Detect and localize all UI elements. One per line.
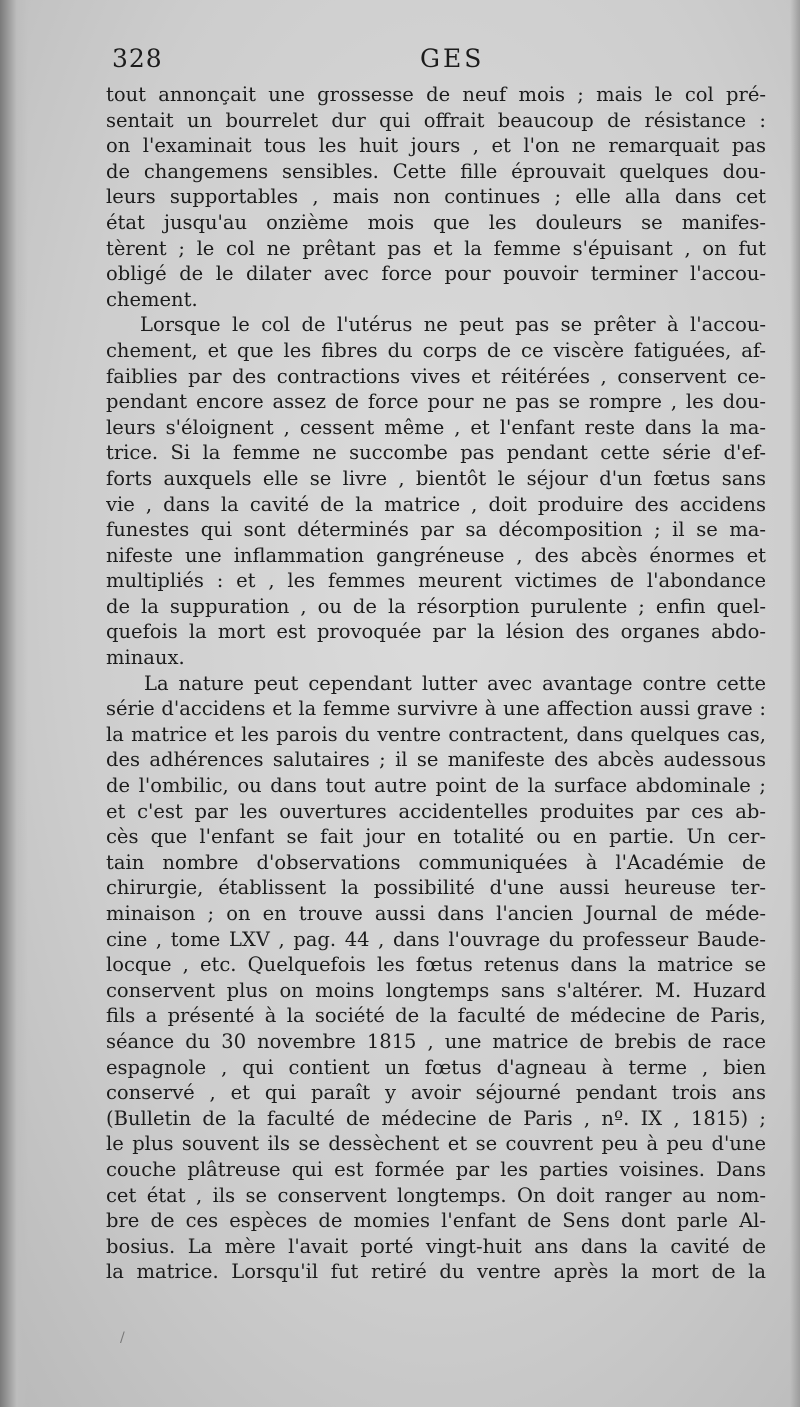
text-line: minaison ; on en trouve aussi dans l'ancien Journal de méde- [106,902,766,925]
text-line: cès que l'enfant se fait jour en totalité ou en partie. Un cer- [106,825,766,849]
text-line: série d'accidens et la femme survivre à une affection aussi grave : [106,697,766,721]
text-line: funestes qui sont déterminés par sa décomposition ; il se ma- [106,518,766,542]
text-line: la matrice et les parois du ventre contractent, dans quelques cas, [106,722,766,746]
text-line: locque , etc. Quelquefois les fœtus retenus dans la matrice se [106,953,766,977]
text-line: leurs s'éloignent , cessent même , et l'enfant reste dans la ma- [106,415,766,439]
text-line: tain nombre d'observations communiquées à l'Académie de [106,850,766,874]
text-line: obligé de le dilater avec force pour pouvoir terminer l'accou- [106,262,766,286]
page-edge-shadow [790,0,800,1407]
text-line: conservent plus on moins longtemps sans s'altérer. M. Huzard [106,978,766,1002]
page-header [112,44,762,84]
paragraph-start-line: Lorsque le col de l'utérus ne peut pas se prêter à l'accou- [140,313,766,337]
text-line: quefois la mort est provoquée par la lésion des organes abdo- [106,620,766,644]
text-line: conservé , et qui paraît y avoir séjourné pendant trois ans [106,1081,766,1105]
text-line: bosius. La mère l'avait porté vingt-huit ans dans la cavité de [106,1234,766,1258]
text-line: et c'est par les ouvertures accidentelles produites par ces ab- [106,799,766,823]
text-line: bre de ces espèces de momies l'enfant de Sens dont parle Al- [106,1209,766,1233]
text-line: tèrent ; le col ne prêtant pas et la femme s'épuisant , on fut [106,236,766,260]
text-line: séance du 30 novembre 1815 , une matrice de brebis de race [106,1029,766,1053]
text-line: on l'examinait tous les huit jours , et l'on ne remarquait pas [106,134,766,158]
text-line: cet état , ils se conservent longtemps. On doit ranger au nom- [106,1183,766,1207]
text-line: forts auxquels elle se livre , bientôt le séjour d'un fœtus sans [106,466,766,490]
text-line: fils a présenté à la société de la faculté de médecine de Paris, [106,1004,766,1028]
text-line: pendant encore assez de force pour ne pas se rompre , les dou- [106,390,766,414]
text-line: tout annonçait une grossesse de neuf mois ; mais le col pré- [106,83,766,106]
text-line: la matrice. Lorsqu'il fut retiré du ventre après la mort de la [106,1260,766,1284]
text-line: trice. Si la femme ne succombe pas pendant cette série d'ef- [106,441,766,465]
stray-ink-mark: / [120,1330,125,1346]
text-line: des adhérences salutaires ; il se manifeste des abcès audessous [106,748,766,772]
text-line: minaux. [106,646,185,670]
text-line: couche plâtreuse qui est formée par les parties voisines. Dans [106,1157,766,1181]
text-line: cine , tome LXV , pag. 44 , dans l'ouvrage du professeur Baude- [106,927,766,951]
text-line: multipliés : et , les femmes meurent victimes de l'abondance [106,569,766,593]
text-line: nifeste une inflammation gangréneuse , des abcès énormes et [106,543,766,567]
text-line: de changemens sensibles. Cette fille éprouvait quelques dou- [106,159,766,183]
text-line: chement, et que les fibres du corps de ce viscère fatiguées, af- [106,338,766,362]
text-line: (Bulletin de la faculté de médecine de Paris , nº. IX , 1815) ; [106,1106,766,1130]
page-gutter-shadow [0,0,28,1407]
page-number: 328 [112,44,163,73]
paragraph-start-line: La nature peut cependant lutter avec avantage contre cette [144,671,766,695]
text-line: vie , dans la cavité de la matrice , doit produire des accidens [106,492,766,516]
text-line: de la suppuration , ou de la résorption purulente ; enfin quel- [106,594,766,618]
text-line: espagnole , qui contient un fœtus d'agneau à terme , bien [106,1055,766,1079]
text-line: chirurgie, établissent la possibilité d'une aussi heureuse ter- [106,876,766,900]
text-line: sentait un bourrelet dur qui offrait beaucoup de résistance : [106,108,766,132]
text-line: de l'ombilic, ou dans tout autre point de la surface abdominale ; [106,774,766,798]
text-line: leurs supportables , mais non continues ; elle alla dans cet [106,185,766,209]
text-line: le plus souvent ils se dessèchent et se couvrent peu à peu d'une [106,1132,766,1156]
running-head: GES [420,44,485,73]
text-line: état jusqu'au onzième mois que les douleurs se manifes- [106,210,766,234]
body-text [106,82,766,1285]
text-line: faiblies par des contractions vives et réitérées , conservent ce- [106,364,766,388]
text-line: chement. [106,287,198,311]
